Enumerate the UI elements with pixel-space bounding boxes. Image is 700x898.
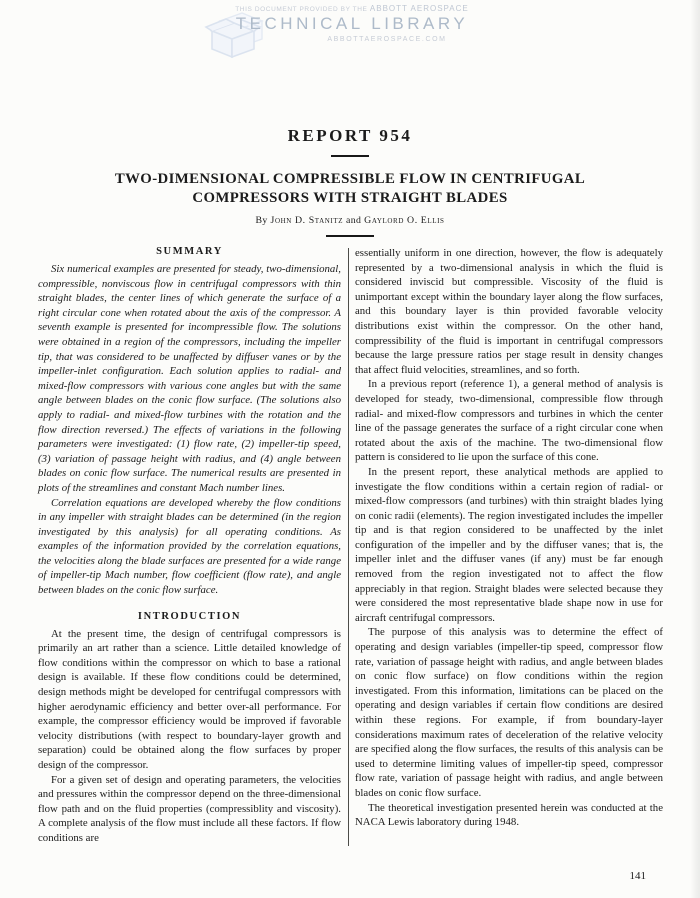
introduction-heading: INTRODUCTION xyxy=(137,610,242,622)
left-column xyxy=(38,246,341,846)
summary-paragraph: Correlation equations are developed whereby the flow conditions in any impeller with straight blades can be determined (in the region investigated by this analysis) for all operating conditions. As examples of the information provided by the correlation equations, the velocities along the blade surfaces are presented for a wide range of impeller-tip Mach number, flow coefficient (flow rate), and angle between blades on the conic flow surface. xyxy=(38,496,341,597)
report-title-line1: TWO-DIMENSIONAL COMPRESSIBLE FLOW IN CENTRIFUGAL xyxy=(114,171,586,187)
watermark-brand-text: ABBOTT AEROSPACE xyxy=(369,4,469,13)
body-paragraph: The theoretical investigation presented herein was conducted at the NACA Lewis laboratory during 1948. xyxy=(355,801,663,829)
summary-heading: SUMMARY xyxy=(156,246,223,257)
watermark-header xyxy=(0,3,700,65)
report-number: REPORT 954 xyxy=(287,126,413,145)
two-column-body xyxy=(38,246,663,846)
watermark-provided-line xyxy=(226,4,478,13)
watermark-url: ABBOTTAEROSPACE.COM xyxy=(327,36,447,43)
byline-author-1: John D. Stanitz xyxy=(270,215,344,226)
introduction-paragraph: For a given set of design and operating parameters, the velocities and pressures within the compressor depend on the three-dimensional flow path and on the fluid properties (compressiblity and viscosity). A complete analysis of the flow must include all these factors. If flow conditions are xyxy=(38,773,341,844)
body-paragraph: In the present report, these analytical methods are applied to investigate the flow conditions within a certain region of radial- or mixed-flow compressors (and turbines) with thin straight blades lying on conic radii (elements). The region investigated includes the impeller tip and is that region considered to be unaffected by the inlet configuration of the impeller and by the diffuser vanes; that is, the impeller inlet and the diffuser vanes (if any) must be far enough removed from the region investigated not to affect the flow appreciably in that region. Straight blades were selected because they were considered the most representative blade shape now in use for aircraft centrifugal compressors. xyxy=(355,465,664,624)
page-number: 141 xyxy=(629,870,646,882)
right-column xyxy=(355,246,663,846)
byline-rule xyxy=(326,235,374,237)
body-paragraph: essentially uniform in one direction, however, the flow is adequately represented by a two-dimensional analysis in which the fluid is considered inviscid but compressible. Viscosity of the fluid is unimportant except within the boundary layer along the flow surfaces, and this boundary layer is thin provided favorable velocity distributions exist within the compressor. On the other hand, compressibility of the fluid is important in centrifugal compressors because the large pressure ratios per stage result in density changes that affect fluid velocities, streamlines, and so forth. xyxy=(355,247,663,376)
watermark-library-title: TECHNICAL LIBRARY xyxy=(235,14,469,33)
column-divider-rule xyxy=(348,248,349,846)
byline-prefix: By xyxy=(255,215,268,226)
report-title-line2: COMPRESSORS WITH STRAIGHT BLADES xyxy=(192,190,508,206)
byline xyxy=(0,215,700,226)
watermark-provided-text: THIS DOCUMENT PROVIDED BY THE xyxy=(235,6,368,13)
watermark-text xyxy=(226,4,478,43)
report-title xyxy=(0,170,700,208)
body-paragraph: The purpose of this analysis was to determine the effect of operating and design variables (impeller-tip speed, compressor flow rate, variation of passage height with radius, and angle between blades on conic flow surface) on flow conditions within the region investigated. From this information, limitations can be placed on the operating and design variables if certain flow conditions are desired within these regions. For example, if from boundary-layer considerations maximum rates of deceleration of the relative velocity are specified along the flow surfaces, the results of this analysis can be used to determine limiting values of impeller-tip speed, compressor flow rate, variation of passage height with radius, and angle between blades on conic flow surface. xyxy=(355,626,663,799)
byline-connector: and xyxy=(345,215,362,226)
summary-paragraph: Six numerical examples are presented for steady, two-dimensional, compressible, nonviscous flow in centrifugal compressors with thin straight blades, the center lines of which generate the surface of a right circular cone when rotated about the axis of the compressor. A seventh example is presented for incompressible flow. The solutions were obtained in a region of the compressors, including the impeller tip, that was considered to be unaffected by diffuser vanes or by the impeller-inlet configuration. Each solution applies to radial- and mixed-flow compressors with various cone angles but with the same angle between blades on the conic flow surface. (The solutions also apply to radial- and mixed-flow turbines with the rotation and the flow direction reversed.) The effects of variations in the following parameters were investigated: (1) flow rate, (2) impeller-tip speed, (3) variation of passage height with radius, and (4) angle between blades on conic flow surface. The numerical results are presented in plots of the streamlines and constant Mach number lines. xyxy=(38,263,341,494)
byline-author-2: Gaylord O. Ellis xyxy=(364,215,445,226)
heading-rule xyxy=(331,155,369,157)
introduction-paragraph: At the present time, the design of centrifugal compressors is primarily an art rather than a science. Little detailed knowledge of flow conditions within the compressor on which to base a rational design is available. If these flow conditions could be determined, design methods might be developed for centrifugal compressors with higher aerodynamic efficiency and better over-all performance. For example, the compressor efficiency would be improved if favorable velocity distributions (with respect to boundary-layer growth and separation) could be obtained along the flow surfaces by proper design of the compressor. xyxy=(38,627,341,771)
body-paragraph: In a previous report (reference 1), a general method of analysis is developed for steady, two-dimensional, compressible flow through radial- and mixed-flow compressors and turbines in which the center line of the passage generates the surface of a right circular cone when rotated about the axis of the machine. The two-dimensional flow pattern is considered to lie upon the surface of this cone. xyxy=(355,378,663,464)
